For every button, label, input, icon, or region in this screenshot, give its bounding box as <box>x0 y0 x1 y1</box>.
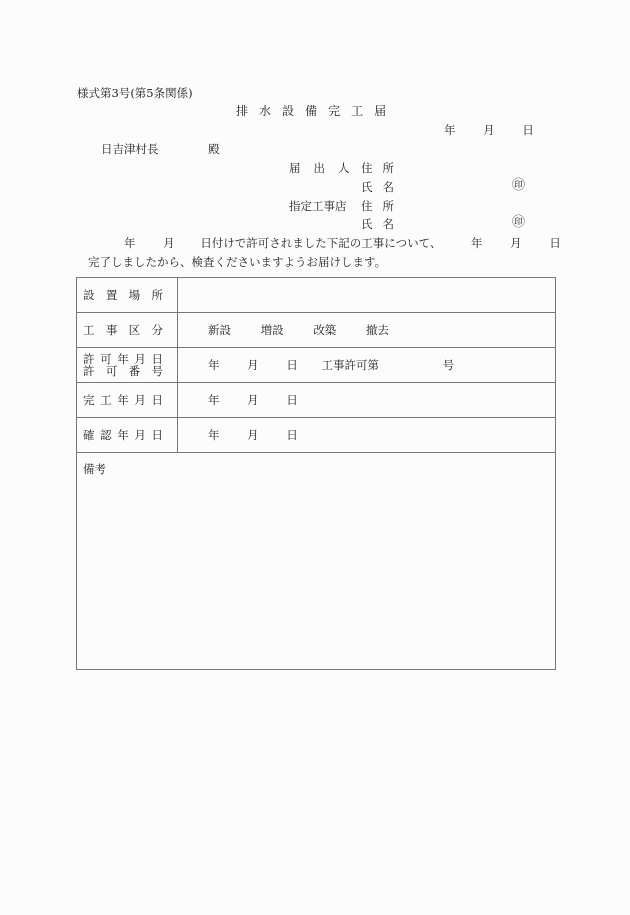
table-row-work-type <box>77 313 556 348</box>
option-new[interactable]: 新設 <box>208 323 231 337</box>
permit-label <box>77 348 178 383</box>
table-row-inspection-date <box>77 418 556 453</box>
label-char: 日 <box>151 428 163 442</box>
label-char: 工 <box>83 323 95 337</box>
completion-form-table <box>76 277 556 670</box>
year: 年 <box>208 428 220 442</box>
label-char: 年 <box>117 352 129 366</box>
inspection-date-label <box>77 418 178 453</box>
contractor-address-label <box>361 199 394 213</box>
label-char: 所 <box>382 161 394 175</box>
label-char: 月 <box>134 428 146 442</box>
option-renovation[interactable]: 改築 <box>313 323 337 337</box>
month: 月 <box>247 358 259 372</box>
table-row-location <box>77 278 556 313</box>
label-char: 可 <box>105 364 118 378</box>
title-char: 設 <box>282 104 295 118</box>
title-char: 届 <box>374 104 387 118</box>
label-char: 可 <box>100 352 112 366</box>
body-line-1 <box>124 236 561 250</box>
label-char: 届 <box>289 161 301 175</box>
contractor-name-label <box>361 217 394 231</box>
body-line-2: 完了しましたから、検査くださいますようお届けします。 <box>88 255 387 269</box>
title-char: 水 <box>259 104 272 118</box>
contractor-label: 指定工事店 <box>289 199 347 213</box>
label-char: 区 <box>128 323 141 337</box>
body-text: 日付けで許可されました下記の工事について、 <box>200 236 442 250</box>
day: 日 <box>549 236 561 250</box>
completion-date-field[interactable] <box>178 383 556 418</box>
label-char: 年 <box>117 428 129 442</box>
label-char: 工 <box>100 393 112 407</box>
permit-number-prefix: 工事許可第 <box>321 358 379 372</box>
day: 日 <box>286 393 298 407</box>
label-char: 分 <box>151 323 163 337</box>
addressee-name: 日吉津村長 <box>101 142 159 156</box>
month: 月 <box>247 393 259 407</box>
title-char: 工 <box>351 104 364 118</box>
table-row-completion-date <box>77 383 556 418</box>
label-char: 設 <box>83 288 95 302</box>
option-removal[interactable]: 撤去 <box>365 323 389 337</box>
year: 年 <box>208 393 220 407</box>
option-extension[interactable]: 増設 <box>260 323 284 337</box>
addressee <box>101 142 220 156</box>
month: 月 <box>247 428 259 442</box>
label-char: 月 <box>134 393 146 407</box>
form-number: 様式第3号(第5条関係) <box>77 86 193 100</box>
label-char: 人 <box>338 161 350 175</box>
inspection-date-field[interactable] <box>178 418 556 453</box>
permit-field[interactable] <box>178 348 556 383</box>
label-char: 事 <box>105 323 118 337</box>
year: 年 <box>208 358 220 372</box>
submission-date <box>444 123 534 137</box>
day: 日 <box>286 358 298 372</box>
label-char: 月 <box>134 352 146 366</box>
table-row-remarks <box>77 453 556 670</box>
label-char: 名 <box>382 217 394 231</box>
label-char: 許 <box>83 352 95 366</box>
label-char: 確 <box>83 428 95 442</box>
permit-number-suffix: 号 <box>442 358 455 372</box>
label-char: 日 <box>151 393 163 407</box>
title-char: 備 <box>305 104 318 118</box>
date-month: 月 <box>483 123 495 137</box>
month: 月 <box>510 236 522 250</box>
date-day: 日 <box>522 123 534 137</box>
honorific: 殿 <box>208 142 220 156</box>
label-char: 場 <box>128 288 141 302</box>
label-char: 年 <box>117 393 129 407</box>
label-char: 氏 <box>361 217 373 231</box>
label-char: 日 <box>151 352 163 366</box>
label-char: 所 <box>151 288 163 302</box>
location-label <box>77 278 178 313</box>
table-row-permit <box>77 348 556 383</box>
label-char: 住 <box>361 161 373 175</box>
label-char: 番 <box>128 364 141 378</box>
applicant-name-label <box>361 180 394 194</box>
date-year: 年 <box>444 123 456 137</box>
year: 年 <box>124 236 136 250</box>
label-char: 完 <box>83 393 95 407</box>
label-char: 所 <box>382 199 394 213</box>
location-field[interactable] <box>178 278 556 313</box>
title-char: 完 <box>328 104 341 118</box>
remarks-field[interactable] <box>77 453 556 670</box>
day: 日 <box>286 428 298 442</box>
label-char: 許 <box>83 364 95 378</box>
document-title <box>236 104 386 118</box>
label-char: 出 <box>313 161 325 175</box>
applicant-label <box>289 161 350 175</box>
label-char: 氏 <box>361 180 373 194</box>
label-char: 認 <box>100 428 112 442</box>
work-type-label <box>77 313 178 348</box>
month: 月 <box>163 236 175 250</box>
applicant-address-label <box>361 161 394 175</box>
label-char: 号 <box>151 364 163 378</box>
contractor-seal-icon: ㊞ <box>512 215 526 230</box>
remarks-label: 備考 <box>83 462 106 476</box>
work-type-options <box>178 313 556 348</box>
label-char: 置 <box>105 288 118 302</box>
label-char: 住 <box>361 199 373 213</box>
year: 年 <box>471 236 483 250</box>
title-char: 排 <box>236 104 249 118</box>
completion-date-label <box>77 383 178 418</box>
applicant-seal-icon: ㊞ <box>512 178 526 193</box>
label-char: 名 <box>382 180 394 194</box>
